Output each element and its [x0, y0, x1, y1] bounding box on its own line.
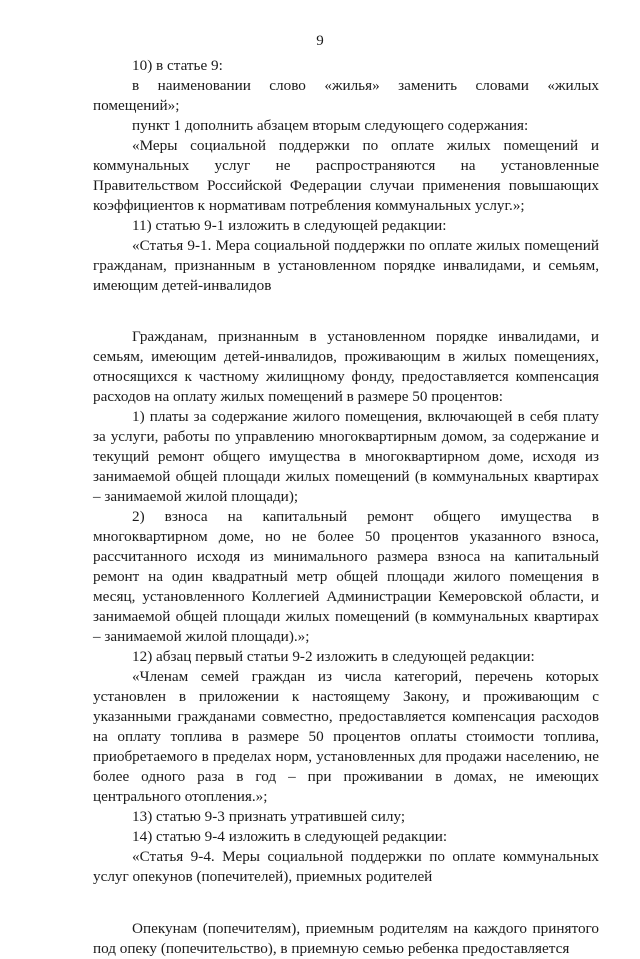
- spacer: [93, 887, 599, 919]
- paragraph-rename-title: в наименовании слово «жилья» заменить словами «жилых помещений»;: [93, 77, 599, 114]
- paragraph-point-1-add: пункт 1 дополнить абзацем вторым следующего содержания:: [132, 117, 529, 134]
- paragraph-item-11: 11) статью 9-1 изложить в следующей редакции:: [132, 217, 447, 234]
- paragraph-quoted-family-members: «Членам семей граждан из числа категорий, перечень которых установлен в приложении к настоящему Закону, и проживающим с указанными гражданами совместно, предоставляется компенсация расходов на оплату топлива в размере 50 процентов оплаты стоимости топлива, приобретаемого в пределах норм, установленных для продажи населению, не более одного раза в год – при проживании в домах, не имеющих центрального отопления.»;: [93, 668, 599, 805]
- paragraph-item-12: 12) абзац первый статьи 9-2 изложить в следующей редакции:: [132, 648, 535, 665]
- spacer: [93, 296, 599, 327]
- document-body: [93, 56, 599, 959]
- paragraph-quoted-measures: «Меры социальной поддержки по оплате жилых помещений и коммунальных услуг не распространяются на установленные Правительством Российской Федерации случаи применения повышающих коэффициентов к нормативам потребления коммунальных услуг.»;: [93, 137, 599, 214]
- paragraph-compensation-intro: Гражданам, признанным в установленном порядке инвалидами, и семьям, имеющим детей-инвалидов, проживающим в жилых помещениях, относящихся к частному жилищному фонду, предоставляется компенсация расходов на оплату жилых помещений в размере 50 процентов:: [93, 328, 599, 405]
- paragraph-article-9-4-title: «Статья 9-4. Меры социальной поддержки по оплате коммунальных услуг опекунов (попечителей), приемных родителей: [93, 848, 599, 885]
- page-number: 9: [316, 33, 324, 49]
- paragraph-subitem-1: 1) платы за содержание жилого помещения, включающей в себя плату за услуги, работы по управлению многоквартирным домом, за содержание и текущий ремонт общего имущества в многоквартирном доме, исходя из занимаемой общей площади жилых помещений (в коммунальных квартирах – занимаемой жилой площади);: [93, 408, 599, 505]
- paragraph-article-9-1-title: «Статья 9-1. Мера социальной поддержки по оплате жилых помещений гражданам, признанным в установленном порядке инвалидами, и семьям, имеющим детей-инвалидов: [93, 237, 599, 294]
- paragraph-item-10: 10) в статье 9:: [132, 57, 223, 74]
- paragraph-subitem-2: 2) взноса на капитальный ремонт общего имущества в многоквартирном доме, но не более 50 процентов указанного взноса, рассчитанного исходя из минимального размера взноса на капитальный ремонт на один квадратный метр общей площади жилого помещения в месяц, установленного Коллегией Администрации Кемеровской области, и занимаемой общей площади жилых помещений (в коммунальных квартирах – занимаемой жилой площади).»;: [93, 508, 599, 645]
- paragraph-guardians: Опекунам (попечителям), приемным родителям на каждого принятого под опеку (попечительство), в приемную семью ребенка предоставляется: [93, 920, 599, 957]
- paragraph-item-14: 14) статью 9-4 изложить в следующей редакции:: [132, 828, 448, 845]
- paragraph-item-13: 13) статью 9-3 признать утратившей силу;: [132, 808, 406, 825]
